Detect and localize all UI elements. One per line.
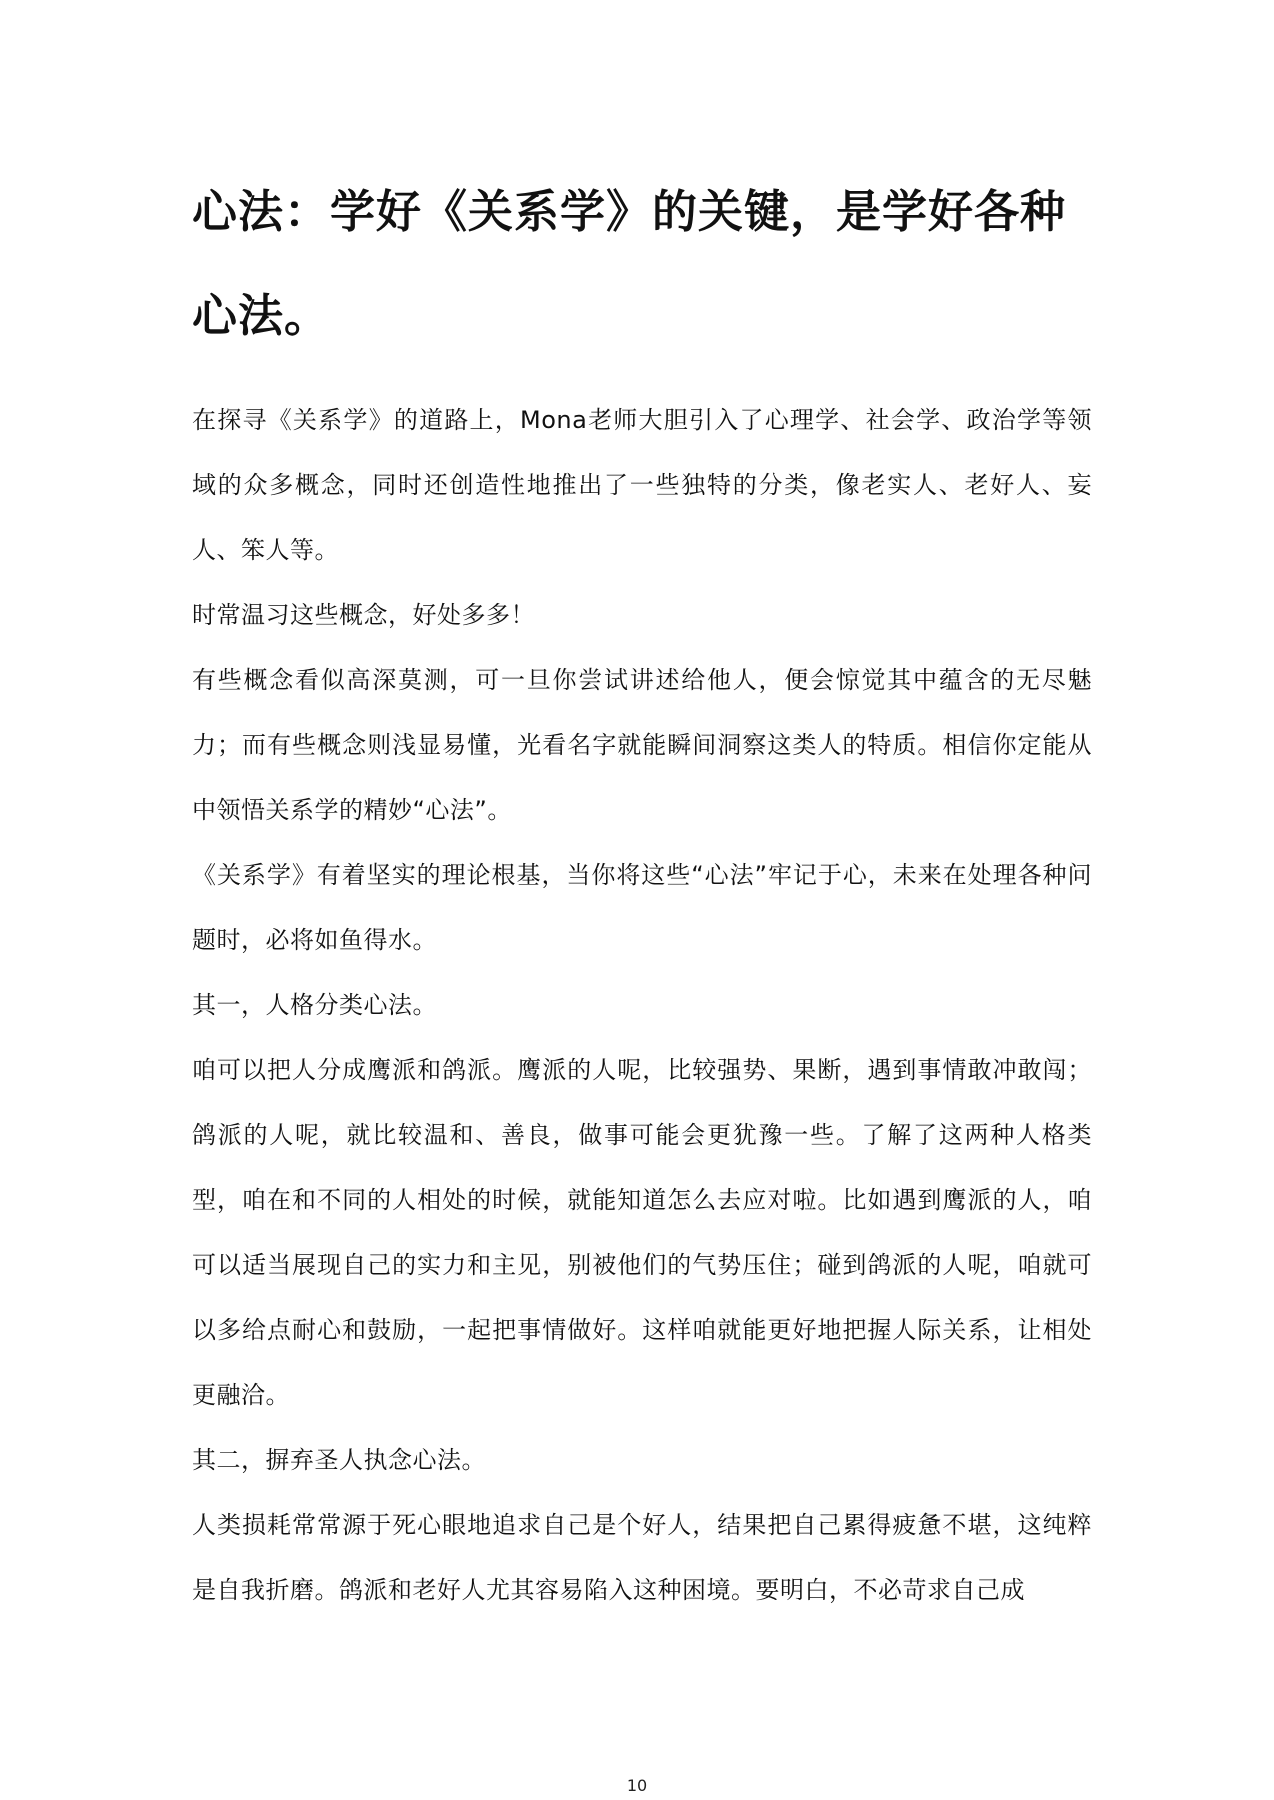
heading-point-two: 其二，摒弃圣人执念心法。: [192, 1446, 486, 1474]
paragraph-foundation: 《关系学》有着坚实的理论根基，当你将这些“心法”牢记于心，未来在处理各种问题时，必将如鱼得水。: [192, 861, 1092, 954]
paragraph-hawk-dove: 咱可以把人分成鹰派和鸽派。鹰派的人呢，比较强势、果断，遇到事情敢冲敢闯；鸽派的人呢，就比较温和、善良，做事可能会更犹豫一些。了解了这两种人格类型，咱在和不同的人相处的时候，就能知道怎么去应对啦。比如遇到鹰派的人，咱可以适当展现自己的实力和主见，别被他们的气势压住；碰到鸽派的人呢，咱就可以多给点耐心和鼓励，一起把事情做好。这样咱就能更好地把握人际关系，让相处更融洽。: [192, 1056, 1092, 1409]
heading-point-one: 其一，人格分类心法。: [192, 991, 437, 1019]
paragraph-concepts: 有些概念看似高深莫测，可一旦你尝试讲述给他人，便会惊觉其中蕴含的无尽魅力；而有些概念则浅显易懂，光看名字就能瞬间洞察这类人的特质。相信你定能从中领悟关系学的精妙“心法”。: [192, 666, 1092, 824]
document-body: [192, 160, 1092, 1623]
page-title: 心法：学好《关系学》的关键，是学好各种心法。: [192, 185, 1067, 342]
paragraph-saint: 人类损耗常常源于死心眼地追求自己是个好人，结果把自己累得疲惫不堪，这纯粹是自我折磨。鸽派和老好人尤其容易陷入这种困境。要明白，不必苛求自己成: [192, 1511, 1092, 1604]
page-number: 10: [626, 1776, 648, 1795]
paragraph-intro: 在探寻《关系学》的道路上，Mona老师大胆引入了心理学、社会学、政治学等领域的众多概念，同时还创造性地推出了一些独特的分类，像老实人、老好人、妄人、笨人等。: [192, 406, 1092, 564]
paragraph-review: 时常温习这些概念，好处多多！: [192, 601, 535, 629]
